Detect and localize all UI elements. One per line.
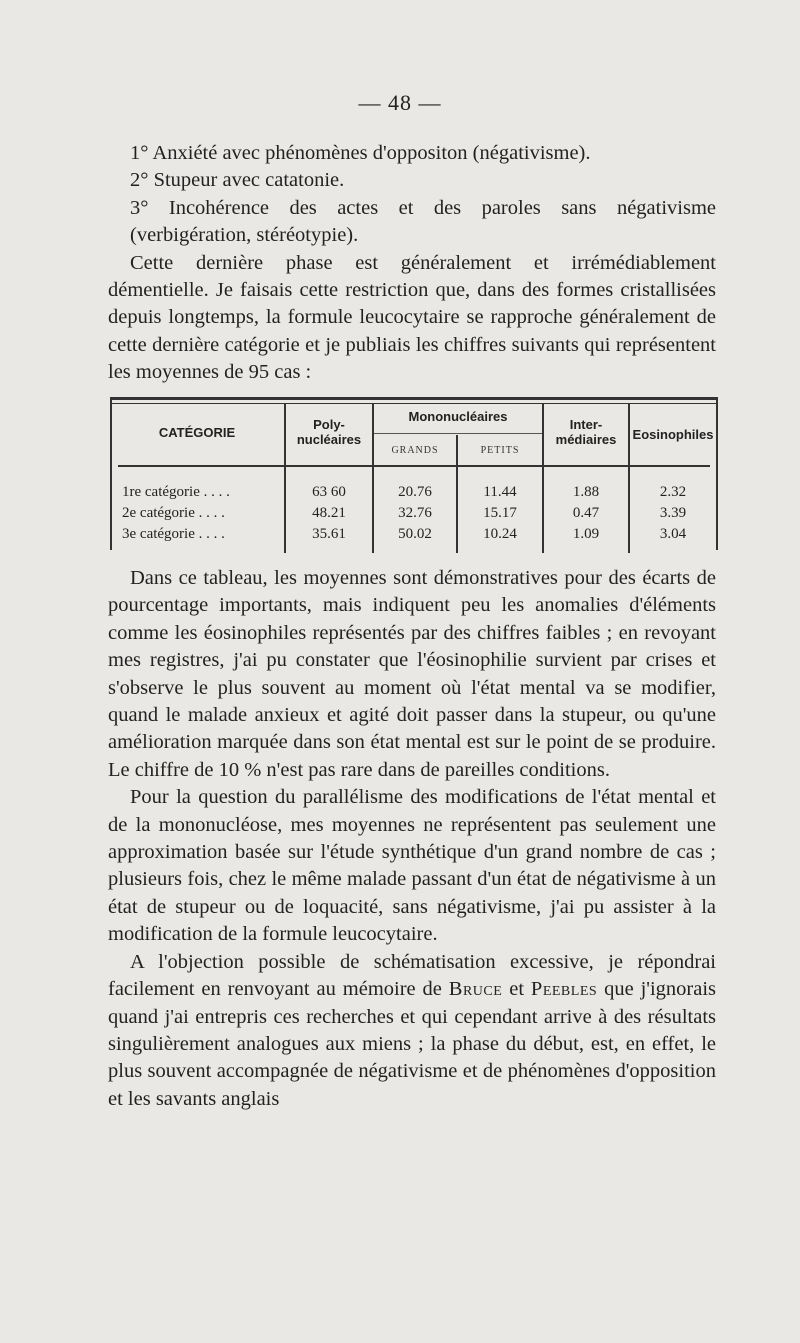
header-eosinophiles: Eosinophiles [632, 427, 714, 442]
paragraph-4-and: et [509, 978, 525, 1001]
row-3-poly: 35.61 [312, 526, 346, 542]
paragraph-1: Cette dernière phase est généralement et irrémédiablement démentielle. Je faisais cette restriction que, dans des formes cristallisées depuis longtemps, la formule leucocytaire se rapproche généralement de cette dernière catégorie et je publiais les chiffres suivants qui représentent les moyennes de 95 cas : [108, 251, 716, 384]
header-grands: GRANDS [391, 445, 439, 456]
header-categorie: CATÉGORIE [158, 425, 236, 440]
author-peebles: Peebles [530, 978, 598, 1001]
paragraph-4-part-b: que j'ignorais quand j'ai entrepris ces recherches et qui cependant arrive à des résultats singulièrement analogues aux miens ; la phase du début, est, en effet, le plus souvent accompagnée de négativisme et de phénomènes d'opposition et les savants anglais [108, 978, 716, 1110]
author-bruce: Bruce [448, 978, 503, 1001]
row-3-grands: 50.02 [398, 526, 432, 542]
row-3-petits: 10.24 [483, 526, 517, 542]
row-1-inter: 1.88 [572, 484, 600, 500]
header-mononucleaires: Mononucléaires [408, 409, 508, 424]
row-1-poly: 63 60 [312, 484, 346, 500]
header-petits: PETITS [480, 445, 520, 456]
row-1-categorie: 1re catégorie . . . . [122, 484, 230, 500]
paragraph-3: Pour la question du parallélisme des modifications de l'état mental et de la mononucléose, mes moyennes ne représentent pas seulement une approximation basée sur l'étude synthétique d'un grand nombre de cas ; plusieurs fois, chez le même malade passant d'un état de négativisme à un état de stupeur ou de loquacité, sans négativisme, j'ai pu assister à la modification de la formule leucocytaire. [108, 786, 716, 946]
leucocyte-table [110, 397, 718, 550]
row-2-poly: 48.21 [312, 505, 346, 521]
list-item-2: 2° Stupeur avec catatonie. [130, 169, 345, 192]
list-item-1: 1° Anxiété avec phénomènes d'oppositon (négativisme). [130, 142, 591, 164]
row-2-inter: 0.47 [572, 505, 600, 521]
row-2-eosino: 3.39 [659, 505, 687, 521]
row-2-petits: 15.17 [483, 505, 517, 521]
paragraph-4-part-a: A l'objection possible de schématisation excessive, je répondrai facilement en renvoyant au mémoire de [108, 950, 716, 1001]
row-1-petits: 11.44 [483, 484, 517, 500]
top-text-block [108, 140, 716, 387]
list-item-3: 3° Incohérence des actes et des paroles sans négativisme (verbigération, stéréotypie). [130, 196, 716, 247]
row-1-eosino: 2.32 [659, 484, 687, 500]
header-intermediaires: Inter- médiaires [555, 417, 617, 447]
header-poly: Poly- nucléaires [296, 417, 362, 447]
row-2-grands: 32.76 [398, 505, 432, 521]
row-3-eosino: 3.04 [659, 526, 687, 542]
row-1-grands: 20.76 [398, 484, 432, 500]
page-number: — 48 — [358, 90, 442, 115]
row-3-categorie: 3e catégorie . . . . [122, 526, 225, 542]
paragraph-4 [108, 949, 716, 1113]
bottom-text-block [108, 565, 716, 1113]
row-3-inter: 1.09 [572, 526, 600, 542]
paragraph-2: Dans ce tableau, les moyennes sont démonstratives pour des écarts de pourcentage importants, mais indiquent peu les anomalies d'éléments comme les éosinophiles représentés par des chiffres faibles ; en revoyant mes registres, j'ai pu constater que l'éosinophilie survient par crises et s'observe le plus souvent au moment où l'état mental va se modifier, quand le malade anxieux et agité doit passer dans la stupeur, ou qu'une amélioration marquée dans son état mental est sur le point de se produire. Le chiffre de 10 % n'est pas rare dans de pareilles conditions. [108, 567, 716, 781]
row-2-categorie: 2e catégorie . . . . [122, 505, 225, 521]
